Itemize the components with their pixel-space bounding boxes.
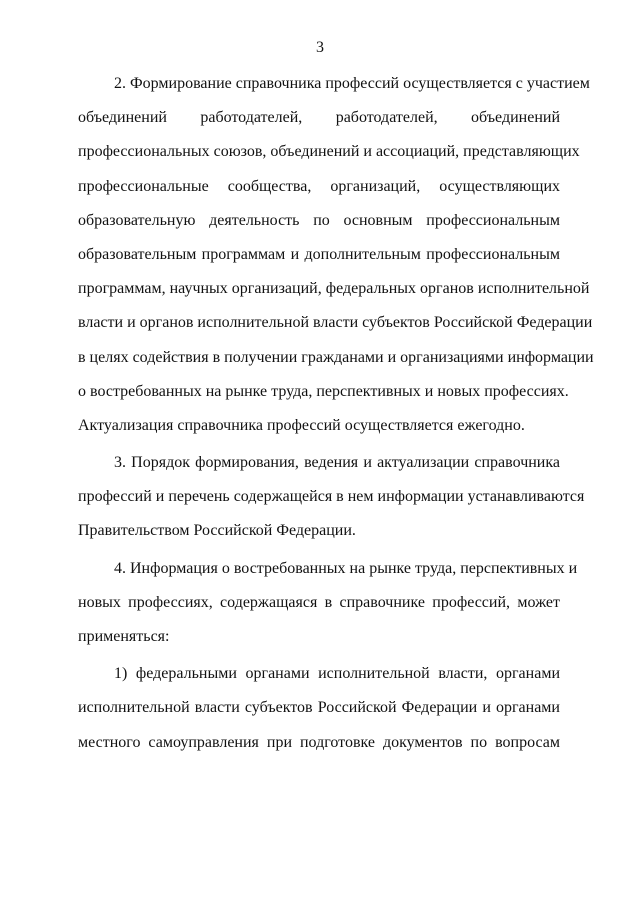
text-line: профессий и перечень содержащейся в нем информации устанавливаются: [78, 488, 585, 506]
paragraph-2: [78, 67, 594, 443]
text-line: программам, научных организаций, федеральных органов исполнительной: [78, 280, 590, 298]
text-line: применяться:: [78, 628, 170, 645]
text-line: объединений работодателей, работодателей, объединений: [78, 109, 560, 127]
text-line: местного самоуправления при подготовке документов по вопросам: [78, 733, 560, 751]
text-line: профессиональных союзов, объединений и ассоциаций, представляющих: [78, 143, 580, 161]
text-line: образовательным программам и дополнительным профессиональным: [78, 245, 560, 263]
text-line: власти и органов исполнительной власти субъектов Российской Федерации: [78, 314, 593, 332]
text-line: 4. Информация о востребованных на рынке труда, перспективных и: [114, 559, 578, 577]
text-line: исполнительной власти субъектов Российской Федерации и органами: [78, 699, 560, 717]
text-line: 2. Формирование справочника профессий осуществляется с участием: [114, 75, 590, 92]
text-line: профессиональные сообщества, организаций, осуществляющих: [78, 177, 560, 195]
document-body: [78, 67, 594, 760]
paragraph-4-item-1: [78, 657, 560, 760]
paragraph-4: [78, 552, 578, 655]
text-line: Актуализация справочника профессий осуществляется ежегодно.: [78, 416, 525, 434]
text-line: Правительством Российской Федерации.: [78, 522, 356, 540]
text-line: 1) федеральными органами исполнительной власти, органами: [114, 665, 560, 683]
text-line: в целях содействия в получении гражданами и организациями информации: [78, 348, 594, 366]
text-line: 3. Порядок формирования, ведения и актуализации справочника: [114, 454, 560, 472]
text-line: о востребованных на рынке труда, перспективных и новых профессиях.: [78, 382, 569, 400]
page-number: 3: [316, 39, 324, 56]
paragraph-3: [78, 446, 585, 549]
text-line: новых профессиях, содержащаяся в справочнике профессий, может: [78, 593, 560, 611]
text-line: образовательную деятельность по основным профессиональным: [78, 211, 560, 229]
